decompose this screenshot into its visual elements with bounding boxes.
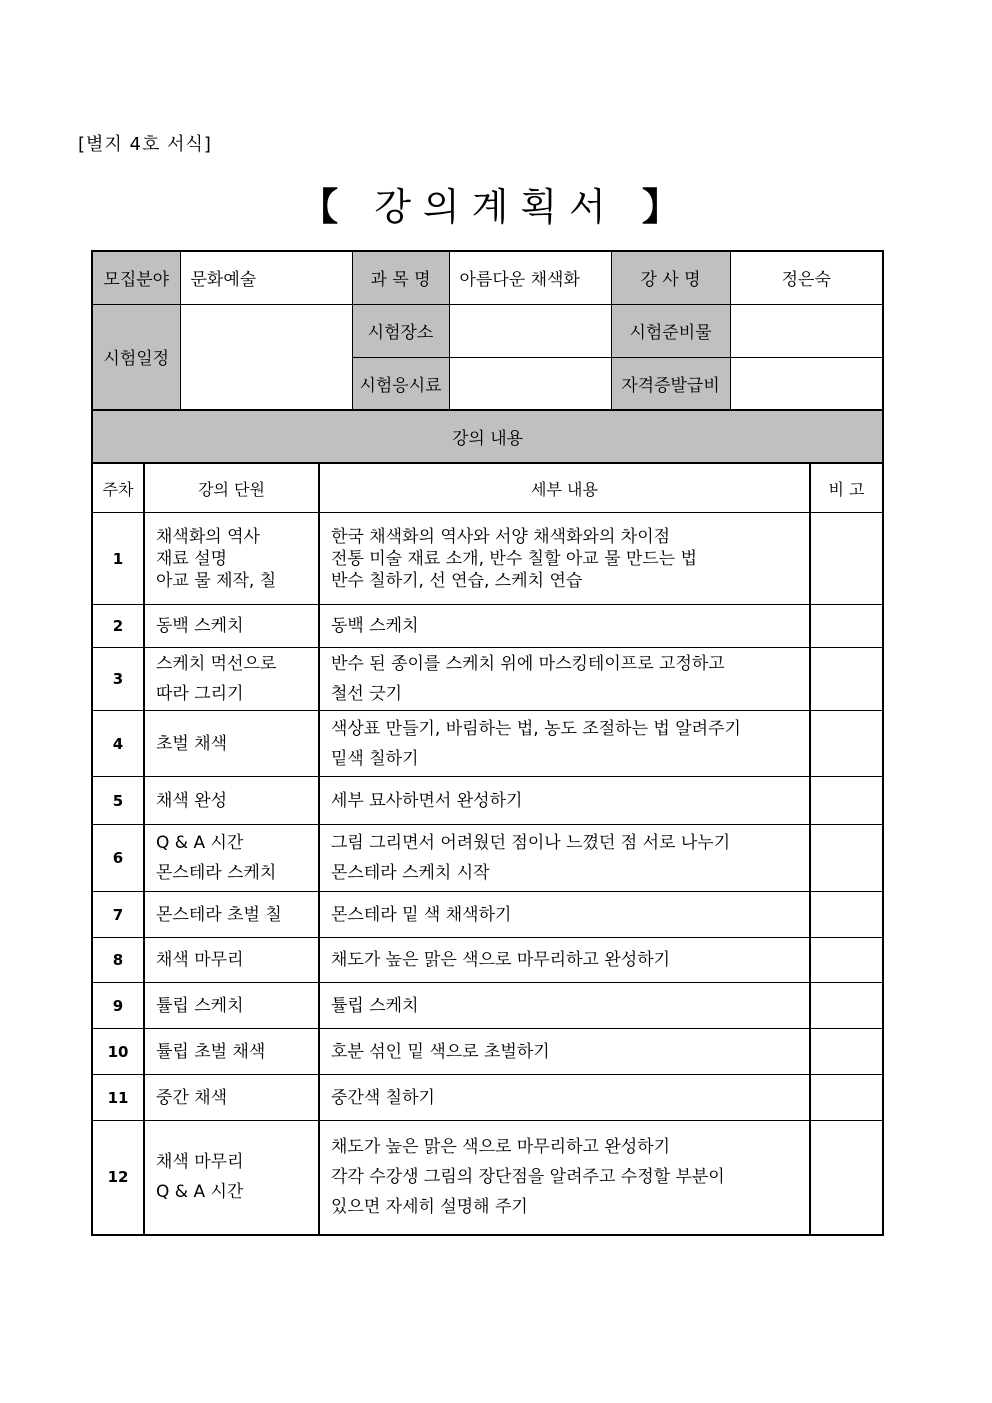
lecture-detail — [319, 605, 810, 648]
lecture-detail-line: 채도가 높은 맑은 색으로 마무리하고 완성하기 — [331, 1137, 671, 1158]
schedule-row — [92, 892, 883, 938]
lecture-unit-line: 중간 채색 — [156, 1087, 228, 1108]
note-cell[interactable] — [810, 1029, 883, 1075]
note-cell[interactable] — [810, 648, 883, 711]
exam-place-label: 시험장소 — [352, 304, 449, 357]
lecture-unit — [144, 983, 319, 1029]
lecture-detail — [319, 892, 810, 938]
schedule-row — [92, 513, 883, 605]
lecture-unit-line: 초벌 채색 — [156, 733, 228, 754]
lecture-unit-line: 튤립 초벌 채색 — [156, 1041, 266, 1062]
note-cell[interactable] — [810, 938, 883, 983]
exam-materials-value[interactable] — [730, 304, 883, 357]
exam-fee-label: 시험응시료 — [352, 357, 449, 410]
field-label: 모집분야 — [92, 251, 180, 304]
instructor-label: 강 사 명 — [611, 251, 730, 304]
lecture-unit-line: 채색 완성 — [156, 790, 228, 811]
lecture-detail — [319, 983, 810, 1029]
lecture-detail-line: 중간색 칠하기 — [331, 1087, 435, 1108]
week-number: 4 — [92, 711, 144, 777]
week-number: 5 — [92, 777, 144, 825]
section-title: 강의 내용 — [92, 410, 883, 463]
header-note: 비 고 — [810, 463, 883, 513]
lecture-unit-line: 아교 물 제작, 칠 — [156, 570, 277, 591]
lecture-detail-line: 튤립 스케치 — [331, 995, 419, 1016]
lecture-detail-line: 그림 그리면서 어려웠던 점이나 느꼈던 점 서로 나누기 — [331, 833, 731, 853]
week-number: 6 — [92, 825, 144, 892]
week-number: 10 — [92, 1029, 144, 1075]
lecture-detail-line: 몬스테라 스케치 시작 — [331, 863, 490, 883]
schedule-row — [92, 938, 883, 983]
lecture-detail — [319, 513, 810, 605]
header-week: 주차 — [92, 463, 144, 513]
lecture-detail — [319, 938, 810, 983]
lecture-unit-line: 채색화의 역사 — [156, 526, 260, 547]
cert-fee-label: 자격증발급비 — [611, 357, 730, 410]
lecture-detail — [319, 777, 810, 825]
lecture-unit-line: 동백 스케치 — [156, 616, 244, 636]
lecture-detail-line: 있으면 자세히 설명해 주기 — [331, 1197, 528, 1218]
field-value[interactable]: 문화예술 — [180, 251, 352, 304]
note-cell[interactable] — [810, 983, 883, 1029]
instructor-value[interactable]: 정은숙 — [730, 251, 883, 304]
exam-materials-label: 시험준비물 — [611, 304, 730, 357]
schedule-row — [92, 711, 883, 777]
schedule-row — [92, 1075, 883, 1121]
note-cell[interactable] — [810, 1121, 883, 1235]
title-close-bracket: 】 — [641, 185, 692, 229]
week-number: 8 — [92, 938, 144, 983]
schedule-row — [92, 825, 883, 892]
lecture-detail-line: 동백 스케치 — [331, 616, 419, 636]
note-cell[interactable] — [810, 711, 883, 777]
lecture-unit — [144, 711, 319, 777]
exam-schedule-label: 시험일정 — [92, 304, 180, 410]
lecture-detail-line: 몬스테라 밑 색 채색하기 — [331, 904, 512, 925]
lecture-unit — [144, 892, 319, 938]
lecture-unit-line: 채색 마무리 — [156, 1152, 244, 1173]
exam-schedule-value[interactable] — [180, 304, 352, 410]
lecture-unit-line: 몬스테라 스케치 — [156, 863, 277, 883]
title-text: 강의계획서 — [374, 185, 618, 229]
lecture-unit-line: Q & A 시간 — [156, 833, 244, 853]
schedule-row — [92, 605, 883, 648]
lecture-detail-line: 전통 미술 재료 소개, 반수 칠할 아교 물 만드는 법 — [331, 548, 698, 569]
lecture-detail-line: 반수 칠하기, 선 연습, 스케치 연습 — [331, 570, 583, 591]
lecture-unit-line: 스케치 먹선으로 — [156, 654, 277, 674]
lecture-unit — [144, 777, 319, 825]
note-cell[interactable] — [810, 892, 883, 938]
lecture-unit — [144, 1121, 319, 1235]
schedule-row — [92, 1029, 883, 1075]
lecture-detail-line: 철선 긋기 — [331, 684, 403, 704]
header-detail: 세부 내용 — [319, 463, 810, 513]
lecture-unit-line: 재료 설명 — [156, 548, 228, 569]
week-number: 12 — [92, 1121, 144, 1235]
lecture-unit — [144, 825, 319, 892]
lecture-detail — [319, 648, 810, 711]
lecture-detail — [319, 1075, 810, 1121]
lecture-detail-line: 색상표 만들기, 바림하는 법, 농도 조절하는 법 알려주기 — [331, 718, 741, 739]
week-number: 1 — [92, 513, 144, 605]
lecture-detail-line: 밑색 칠하기 — [331, 748, 419, 769]
schedule-row — [92, 1121, 883, 1235]
schedule-row — [92, 777, 883, 825]
lecture-detail-line: 각각 수강생 그림의 장단점을 알려주고 수정할 부분이 — [331, 1167, 725, 1188]
form-number-label: [별지 4호 서식] — [78, 134, 212, 155]
lecture-unit — [144, 648, 319, 711]
week-number: 2 — [92, 605, 144, 648]
schedule-row — [92, 983, 883, 1029]
week-number: 7 — [92, 892, 144, 938]
lecture-unit — [144, 605, 319, 648]
lecture-detail — [319, 1029, 810, 1075]
lecture-schedule-table — [91, 409, 884, 1236]
note-cell[interactable] — [810, 777, 883, 825]
week-number: 9 — [92, 983, 144, 1029]
cert-fee-value[interactable] — [730, 357, 883, 410]
lecture-unit — [144, 1029, 319, 1075]
note-cell[interactable] — [810, 605, 883, 648]
lecture-unit-line: 몬스테라 초벌 칠 — [156, 904, 282, 925]
course-info-table — [91, 250, 884, 411]
lecture-unit — [144, 1075, 319, 1121]
lecture-detail-line: 호분 섞인 밑 색으로 초벌하기 — [331, 1041, 550, 1062]
lecture-detail — [319, 825, 810, 892]
note-cell[interactable] — [810, 1075, 883, 1121]
lecture-detail — [319, 1121, 810, 1235]
title-open-bracket: 【 — [300, 185, 351, 229]
schedule-row — [92, 648, 883, 711]
exam-fee-value[interactable] — [449, 357, 611, 410]
lecture-unit-line: 채색 마무리 — [156, 950, 244, 970]
lecture-unit — [144, 513, 319, 605]
week-number: 3 — [92, 648, 144, 711]
exam-place-value[interactable] — [449, 304, 611, 357]
course-name-label: 과 목 명 — [352, 251, 449, 304]
lecture-detail — [319, 711, 810, 777]
lecture-detail-line: 채도가 높은 맑은 색으로 마무리하고 완성하기 — [331, 950, 671, 970]
lecture-unit-line: 튤립 스케치 — [156, 995, 244, 1016]
lecture-unit-line: Q & A 시간 — [156, 1182, 244, 1203]
header-unit: 강의 단원 — [144, 463, 319, 513]
lecture-unit-line: 따라 그리기 — [156, 684, 244, 704]
course-name-value[interactable]: 아름다운 채색화 — [449, 251, 611, 304]
note-cell[interactable] — [810, 825, 883, 892]
lecture-detail-line: 세부 묘사하면서 완성하기 — [331, 790, 523, 811]
lecture-detail-line: 반수 된 종이를 스케치 위에 마스킹테이프로 고정하고 — [331, 654, 725, 674]
document-title — [0, 176, 992, 231]
note-cell[interactable] — [810, 513, 883, 605]
lecture-detail-line: 한국 채색화의 역사와 서양 채색화와의 차이점 — [331, 526, 671, 547]
week-number: 11 — [92, 1075, 144, 1121]
lecture-unit — [144, 938, 319, 983]
